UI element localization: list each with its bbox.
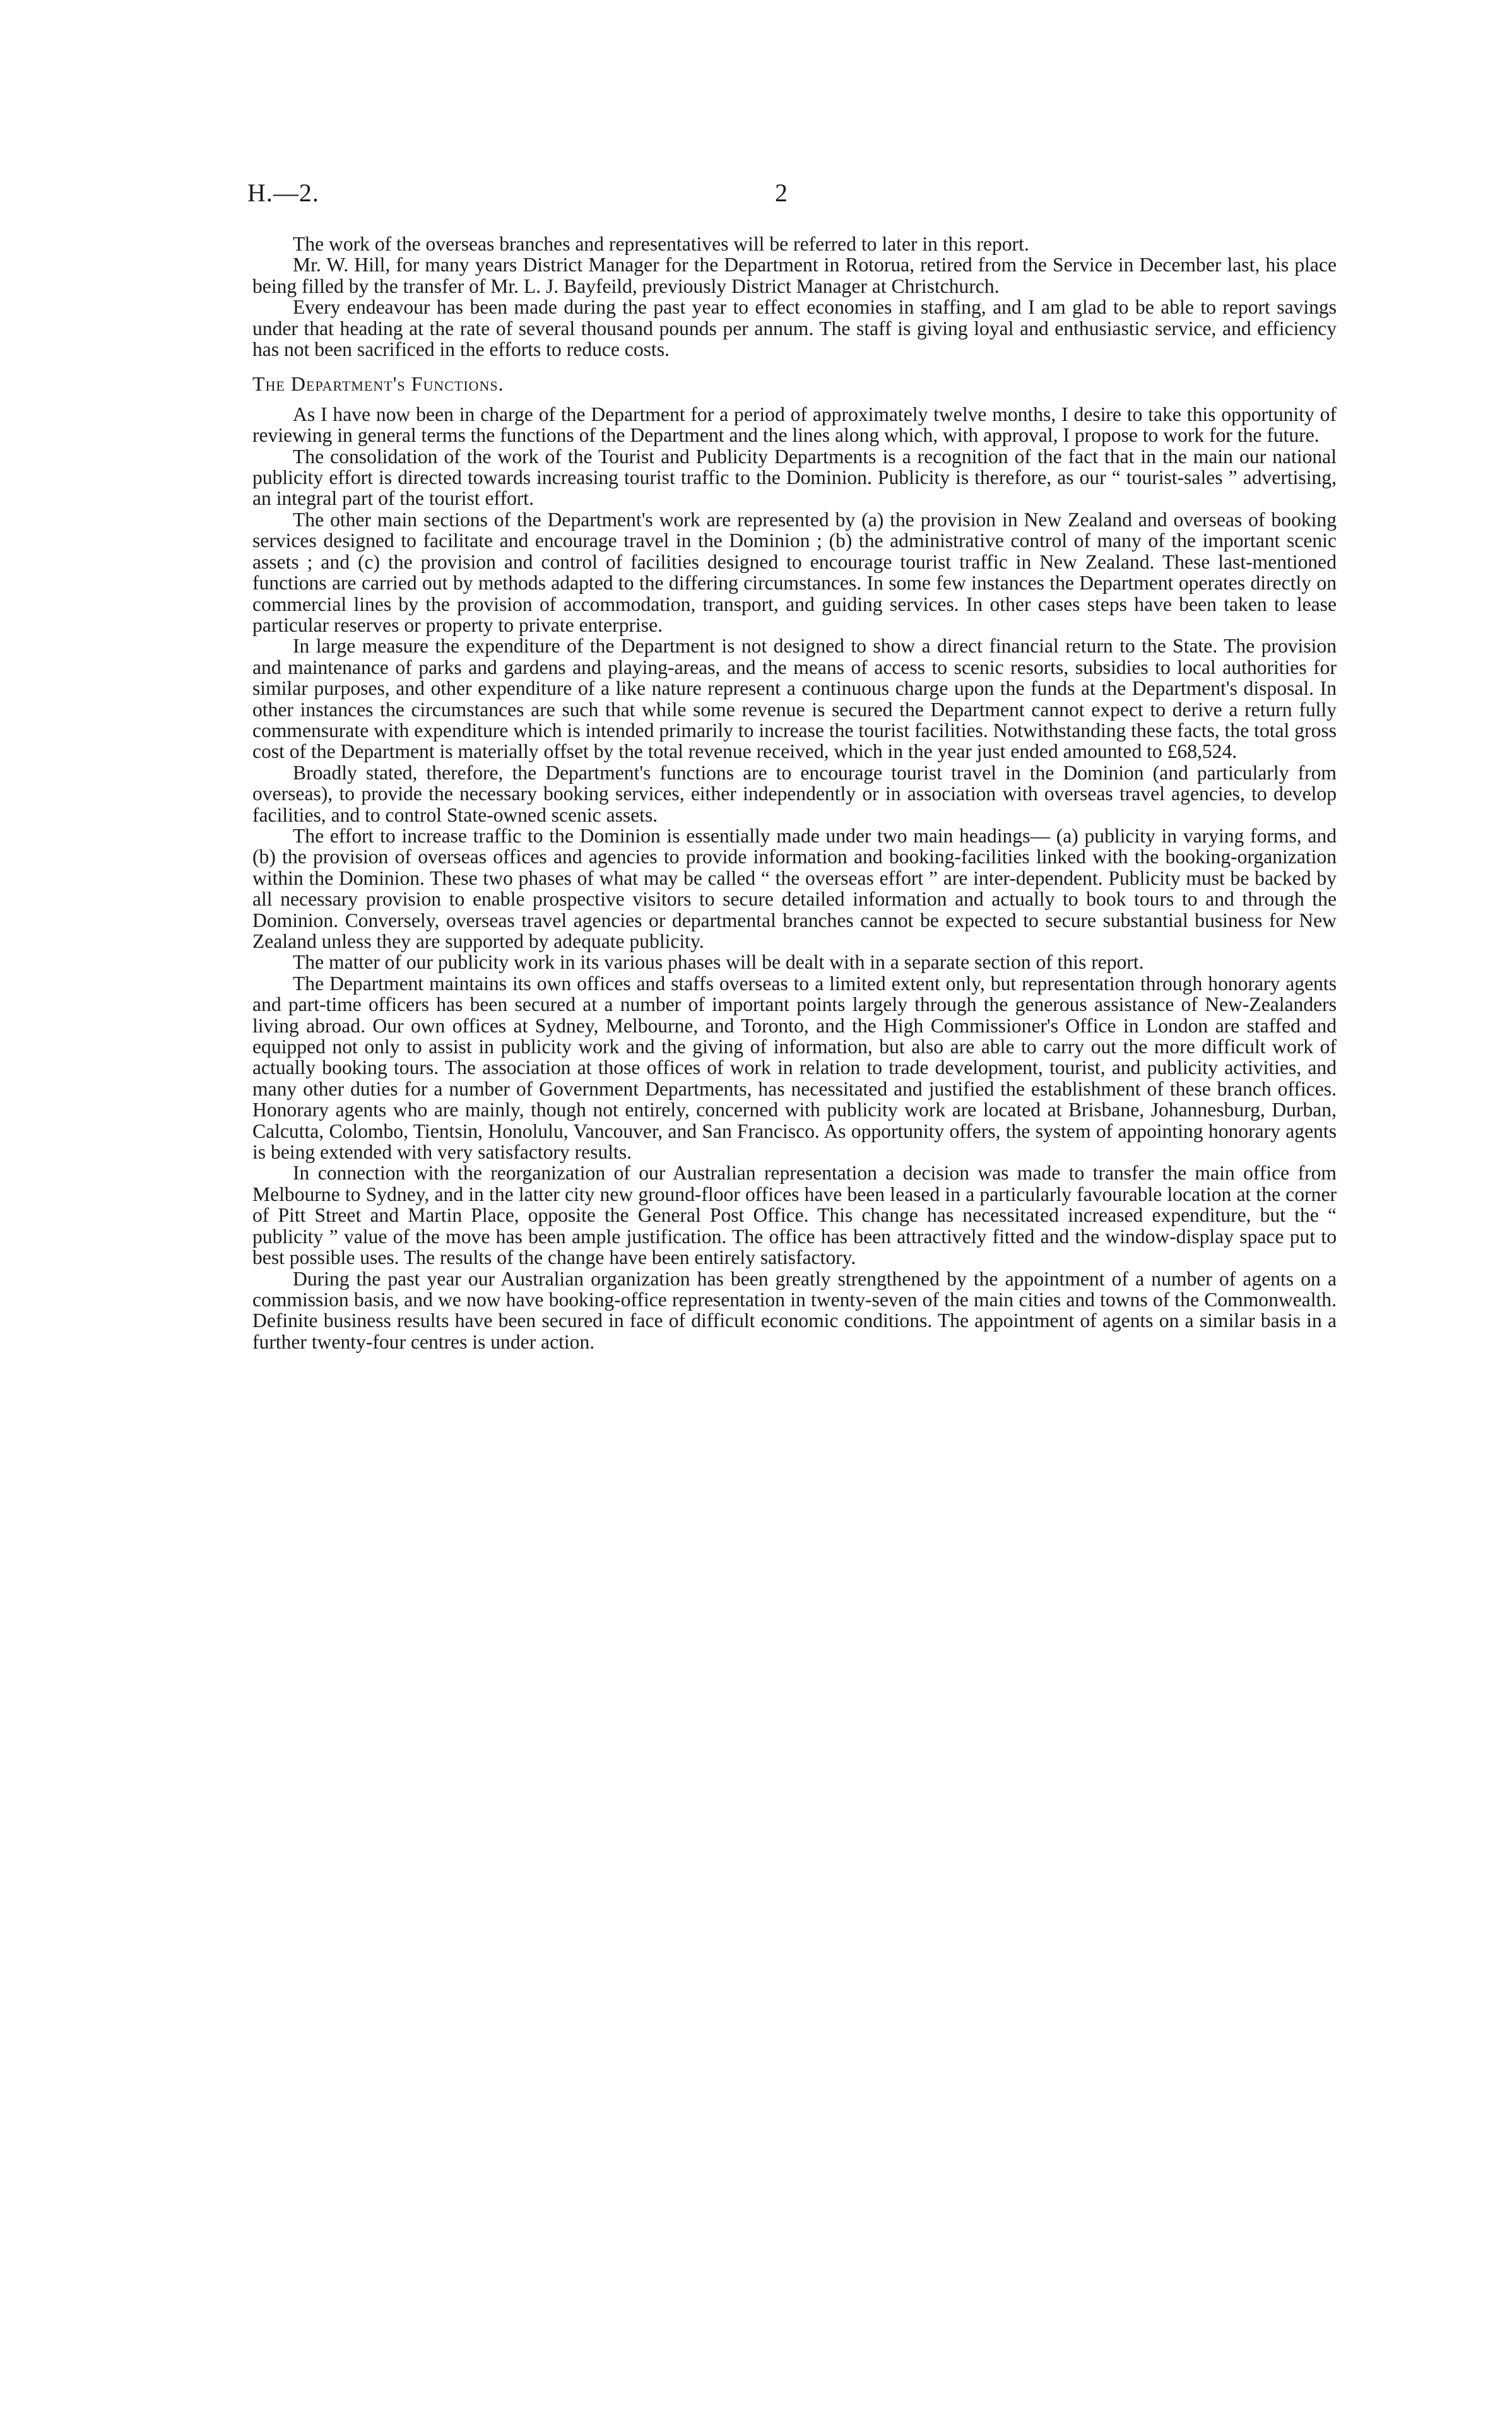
paragraph-expenditure: In large measure the expenditure of the Department is not designed to show a direct financial return to the State. The provision and maintenance of parks and gardens and playing-areas, and the means of access to scenic resorts, subsidies to local authorities for similar purposes, and other expenditure of a like nature represent a continuous charge upon the funds at the Department's disposal. In other instances the circumstances are such that while some revenue is secured the Department cannot expect to derive a return fully commensurate with expenditure which is intended primarily to increase the tourist facilities. Notwithstanding these facts, the total gross cost of the Department is materially offset by the total revenue received, which in the year just ended amounted to £68,524. <box>252 635 1337 763</box>
document-code: H.—2. <box>247 179 319 207</box>
section-heading: The Department's Functions. <box>252 372 504 396</box>
paragraph-overseas-effort: The effort to increase traffic to the Dominion is essentially made under two main headings— (a) publicity in varying forms, and (b) the provision of overseas offices and agencies to provide information and booking-facilities linked with the booking-organization within the Dominion. These two phases of what may be called “ the overseas effort ” are inter-dependent. Publicity must be backed by all necessary provision to enable prospective visitors to secure detailed information and actually to book tours to and through the Dominion. Conversely, overseas travel agencies or departmental branches cannot be expected to secure substantial business for New Zealand unless they are supported by adequate publicity. <box>252 824 1337 952</box>
paragraph-australian-agents: During the past year our Australian organization has been greatly strengthened by the appointment of a number of agents on a commission basis, and we now have booking-office representation in twenty-seven of the main cities and towns of the Commonwealth. Definite business results have been secured in face of difficult economic conditions. The appointment of agents on a similar basis in a further twenty-four centres is under action. <box>252 1267 1337 1353</box>
page-number: 2 <box>775 179 788 207</box>
paragraph-staff-changes: Mr. W. Hill, for many years District Manager for the Department in Rotorua, retired from the Service in December last, his place being filled by the transfer of Mr. L. J. Bayfeild, previously District Manager at Christchurch. <box>252 254 1337 297</box>
report-body <box>252 233 1337 1352</box>
paragraph-main-sections: The other main sections of the Department's work are represented by (a) the provision in New Zealand and overseas of booking services designed to facilitate and encourage travel in the Dominion ; (b) the administrative control of many of the important scenic assets ; and (c) the provision and control of facilities designed to encourage tourist traffic in New Zealand. These last-mentioned functions are carried out by methods adapted to the differing circumstances. In some few instances the Department operates directly on commercial lines by the provision of accommodation, transport, and guiding services. In other cases steps have been taken to lease particular reserves or property to private enterprise. <box>252 508 1337 636</box>
paragraph-australian-reorganization: In connection with the reorganization of our Australian representation a decision was made to transfer the main office from Melbourne to Sydney, and in the latter city new ground-floor offices have been leased in a particularly favourable location at the corner of Pitt Street and Martin Place, opposite the General Post Office. This change has necessitated increased expenditure, but the “ publicity ” value of the move has been ample justification. The office has been attractively fitted and the window-display space put to best possible uses. The results of the change have been entirely satisfactory. <box>252 1162 1337 1269</box>
paragraph-review: As I have now been in charge of the Department for a period of approximately twelve months, I desire to take this opportunity of reviewing in general terms the functions of the Department and the lines along which, with approval, I propose to work for the future. <box>252 403 1337 447</box>
paragraph-overseas-branches: The work of the overseas branches and representatives will be referred to later in this report. <box>293 233 1029 255</box>
paragraph-economies: Every endeavour has been made during the past year to effect economies in staffing, and I am glad to be able to report savings under that heading at the rate of several thousand pounds per annum. The staff is giving loyal and enthusiastic service, and efficiency has not been sacrificed in the efforts to reduce costs. <box>252 296 1337 361</box>
paragraph-functions-summary: Broadly stated, therefore, the Department's functions are to encourage tourist travel in the Dominion (and particularly from overseas), to provide the necessary booking services, either independently or in association with overseas travel agencies, to develop facilities, and to control State-owned scenic assets. <box>252 761 1337 826</box>
paragraph-overseas-offices: The Department maintains its own offices and staffs overseas to a limited extent only, but representation through honorary agents and part-time officers has been secured at a number of important points largely through the generous assistance of New-Zealanders living abroad. Our own offices at Sydney, Melbourne, and Toronto, and the High Commissioner's Office in London are staffed and equipped not only to assist in publicity work and the giving of information, but also are able to carry out the more difficult work of actually booking tours. The association at those offices of work in relation to trade development, tourist, and publicity activities, and many other duties for a number of Government Departments, has necessitated and justified the establishment of these branch offices. Honorary agents who are mainly, though not entirely, concerned with publicity work are located at Brisbane, Johannesburg, Durban, Calcutta, Colombo, Tientsin, Honolulu, Vancouver, and San Francisco. As opportunity offers, the system of appointing honorary agents is being extended with very satisfactory results. <box>252 972 1337 1164</box>
paragraph-consolidation: The consolidation of the work of the Tourist and Publicity Departments is a recognition of the fact that in the main our national publicity effort is directed towards increasing tourist traffic to the Dominion. Publicity is therefore, as our “ tourist-sales ” advertising, an integral part of the tourist effort. <box>252 445 1337 510</box>
paragraph-publicity-reference: The matter of our publicity work in its various phases will be dealt with in a separate section of this report. <box>293 951 1144 974</box>
